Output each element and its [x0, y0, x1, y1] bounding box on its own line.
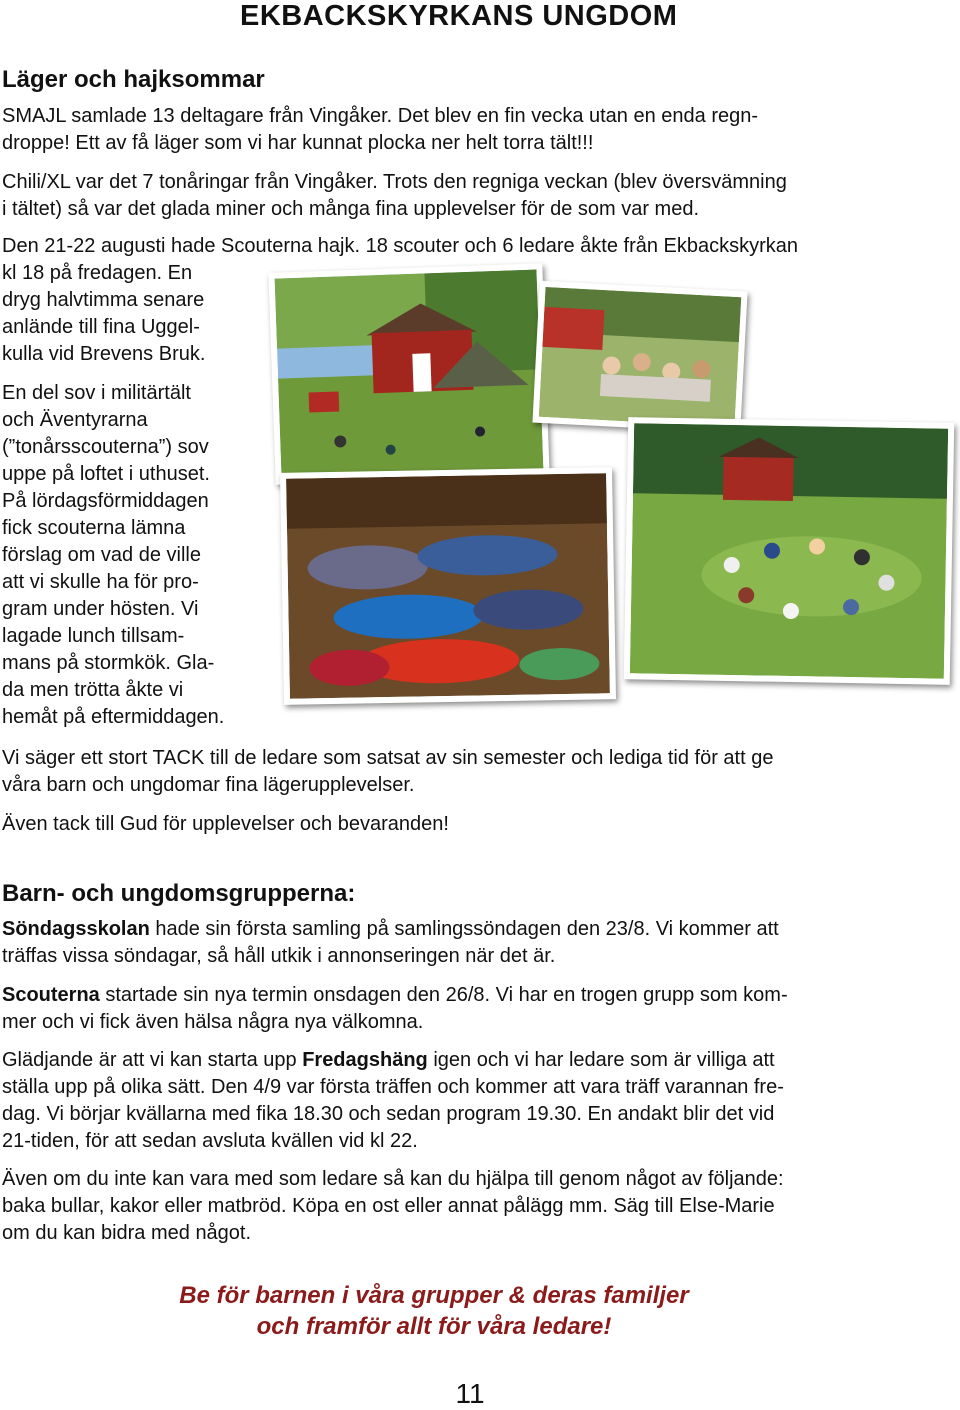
paragraph-chili: Chili/XL var det 7 tonåringar från Vingåker. Trots den regniga veckan (blev översvämning i tältet) så var det glada miner och många fina upplevelser för de som var med.: [2, 171, 787, 220]
paragraph-help: Även om du inte kan vara med som ledare så kan du hjälpa till genom något av följande: baka bullar, kakor eller matbröd. Köpa en ost eller annat pålägg mm. Säg till Else-Marie om du kan bidra med något.: [2, 1168, 784, 1244]
camp-photo-red-cabin: [268, 263, 549, 484]
paragraph-thanks-god: Även tack till Gud för upplevelser och bevaranden!: [2, 813, 449, 835]
camp-photo-sleeping-bags: [280, 467, 616, 705]
paragraph-smajl: SMAJL samlade 13 deltagare från Vingåker. Det blev en fin vecka utan en enda regn- droppe! Ett av få läger som vi har kunnat plocka ner helt torra tält!!!: [2, 105, 759, 154]
camp-photo-group-sitting: [532, 281, 747, 434]
page-header: EKBACKSKYRKANS UNGDOM: [240, 0, 678, 32]
paragraph-friday: Glädjande är att vi kan starta upp Fredagshäng igen och vi har ledare som är villiga att ställa upp på olika sätt. Den 4/9 var första träffen och kommer att vara träff varannan fre- dag. Vi börjar kvällarna med fika 18.30 och sedan program 19.30. En andakt blir det vid 21-tiden, för att sedan avsluta kvällen vid kl 22.: [2, 1049, 784, 1152]
prayer-slogan: Be för barnen i våra grupper & deras familjer och framför allt för våra ledare!: [179, 1282, 689, 1340]
section-heading-camp: Läger och hajksommar: [2, 66, 265, 93]
paragraph-hajk: Den 21-22 augusti hade Scouterna hajk. 18 scouter och 6 ledare åkte från Ekbackskyrkan kl 18 på fredagen. En dryg halvtimma senare anlände till fina Uggel- kulla vid Brevens Bruk.: [2, 235, 799, 365]
camp-photo-meadow-circle: [624, 417, 955, 685]
paragraph-sunday-school: Söndagsskolan hade sin första samling på samlingssöndagen den 23/8. Vi kommer att träffas vissa söndagar, så håll utkik i annonseringen när det är.: [2, 918, 779, 967]
paragraph-scouts: Scouterna startade sin nya termin onsdagen den 26/8. Vi har en trogen grupp som kom- mer och vi fick även hälsa några nya välkomna.: [2, 984, 788, 1033]
paragraph-sleeping: En del sov i militärtält och Äventyrarna (”tonårsscouterna”) sov uppe på loftet i uthuset. På lördagsförmiddagen fick scouterna lämna förslag om vad de ville att vi skulle ha för pro- gram under hösten. Vi lagade lunch tillsam- mans på stormkök. Gla- da men trötta åkte vi hemåt på eftermiddagen.: [2, 382, 225, 728]
paragraph-thanks-leaders: Vi säger ett stort TACK till de ledare som satsat av sin semester och lediga tid för att ge våra barn och ungdomar fina lägerupplevelser.: [2, 747, 774, 796]
page-number: 11: [455, 1378, 485, 1409]
section-heading-groups: Barn- och ungdomsgrupperna:: [2, 880, 356, 907]
